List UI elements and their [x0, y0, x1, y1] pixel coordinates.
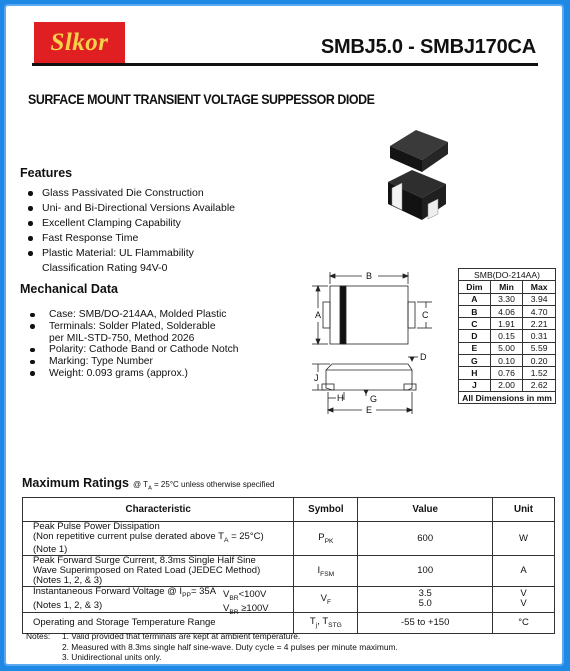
value-cell: 600 — [358, 522, 493, 556]
document-subtitle: SURFACE MOUNT TRANSIENT VOLTAGE SUPPESSOR DIODE — [28, 92, 375, 107]
value-cell: -55 to +150 — [358, 612, 493, 633]
dimensions-caption: SMB(DO-214AA) — [459, 269, 556, 281]
table-row — [23, 522, 555, 556]
table-row: E 5.00 5.59 — [459, 342, 556, 354]
min-header: Min — [490, 281, 523, 293]
side-view-body — [326, 364, 412, 390]
unit-cell: A — [493, 556, 555, 586]
dim-label-c: C — [422, 310, 429, 320]
bullet-icon — [30, 324, 35, 329]
bullet-icon — [28, 206, 33, 211]
side-left-lead — [322, 384, 334, 390]
symbol-cell: $V_F$ — [294, 586, 358, 612]
package-top-view — [390, 130, 448, 172]
table-row: G 0.10 0.20 — [459, 355, 556, 367]
cathode-band — [340, 286, 346, 344]
list-item: Polarity: Cathode Band or Cathode Notch — [30, 344, 238, 356]
dim-label-b: B — [366, 271, 373, 281]
dim-label-a: A — [315, 310, 322, 320]
list-item: Plastic Material: UL Flammability — [26, 246, 235, 261]
table-row: C 1.91 2.21 — [459, 318, 556, 330]
notes-section — [26, 631, 398, 663]
list-item: Glass Passivated Die Construction — [26, 186, 235, 201]
part-number-range: SMBJ5.0 - SMBJ170CA — [320, 36, 536, 58]
list-item: Weight: 0.093 grams (approx.) — [30, 368, 238, 380]
dim-label-e: E — [366, 405, 373, 415]
bullet-icon — [30, 360, 35, 365]
characteristic-cell: Instantaneous Forward Voltage @ $I_{PP}= 35A$ (Notes 1, 2, & 3) $V_{BR}<100V$ $V_{BR} \ge 100V$ — [23, 586, 294, 612]
note-line: 2. Measured with 8.3ms single half sine-wave. Duty cycle = 4 pulses per minute maximum. — [62, 641, 398, 652]
table-row: A 3.30 3.94 — [459, 293, 556, 305]
list-item: Marking: Type Number — [30, 356, 238, 368]
note-line: 3. Unidirectional units only. — [62, 652, 162, 662]
dimensions-footer: All Dimensions in mm — [459, 391, 556, 403]
list-item: Uni- and Bi-Directional Versions Available — [26, 201, 235, 216]
table-row: B 4.06 4.70 — [459, 305, 556, 317]
unit-header: Unit — [493, 498, 555, 522]
characteristic-cell: Peak Pulse Power Dissipation (Non repetitive current pulse derated above $T_A = 25^\circ C$) (Note 1) — [23, 522, 294, 556]
datasheet-page — [4, 4, 564, 666]
symbol-header: Symbol — [294, 498, 358, 522]
max-ratings-table — [22, 497, 555, 634]
list-item: Excellent Clamping Capability — [26, 216, 235, 231]
max-ratings-heading: Maximum Ratings @ $T_A = 25^\circ C$ unless otherwise specified — [22, 476, 275, 492]
left-terminal — [323, 302, 330, 328]
voltage-conditions: $V_{BR}<100V$ $V_{BR} \ge 100V$ — [223, 588, 269, 616]
dimensions-table — [458, 268, 556, 404]
table-row: J 2.00 2.62 — [459, 379, 556, 391]
list-item: Fast Response Time — [26, 231, 235, 246]
dim-label-j: J — [314, 373, 319, 383]
bullet-icon — [28, 251, 33, 256]
value-cell: 100 — [358, 556, 493, 586]
table-row — [23, 556, 555, 586]
list-item: Classification Rating 94V-0 — [42, 262, 168, 274]
note-line: Notes: 1. Valid provided that terminals are kept at ambient temperature. — [26, 631, 301, 641]
package-bottom-view — [388, 170, 446, 220]
features-list — [26, 186, 235, 276]
bullet-icon — [30, 348, 35, 353]
right-terminal — [408, 302, 415, 328]
outline-drawing — [304, 264, 446, 418]
list-item: per MIL-STD-750, Method 2026 — [49, 332, 195, 344]
dim-header: Dim — [459, 281, 491, 293]
table-row — [23, 586, 555, 612]
characteristic-header: Characteristic — [23, 498, 294, 522]
symbol-cell: $P_{PK}$ — [294, 522, 358, 556]
package-photo — [376, 124, 456, 229]
unit-cell: V V — [493, 586, 555, 612]
unit-cell: W — [493, 522, 555, 556]
characteristic-cell: Operating and Storage Temperature Range — [23, 612, 294, 633]
mechanical-list — [30, 309, 238, 380]
symbol-cell: $T_j$, $T_{STG}$ — [294, 612, 358, 633]
bullet-icon — [30, 371, 35, 376]
value-cell: 3.5 5.0 — [358, 586, 493, 612]
features-heading: Features — [20, 166, 73, 180]
characteristic-cell: Peak Forward Surge Current, 8.3ms Single Half Sine Wave Superimposed on Rated Load (JEDEC Method) (Notes 1, 2, & 3) — [23, 556, 294, 586]
bullet-icon — [28, 221, 33, 226]
dim-label-d: D — [420, 352, 427, 362]
table-row: D 0.15 0.31 — [459, 330, 556, 342]
list-item: Case: SMB/DO-214AA, Molded Plastic — [30, 309, 238, 321]
brand-logo: Slkor — [34, 22, 125, 63]
value-header: Value — [358, 498, 493, 522]
header-divider — [32, 63, 538, 66]
ratings-condition: @ $T_A = 25^\circ C$ unless otherwise specified — [132, 480, 275, 492]
bullet-icon — [30, 313, 35, 318]
max-header: Max — [523, 281, 556, 293]
mechanical-heading: Mechanical Data — [20, 282, 118, 296]
symbol-cell: $I_{FSM}$ — [294, 556, 358, 586]
bullet-icon — [28, 236, 33, 241]
bullet-icon — [28, 191, 33, 196]
dim-label-h: H — [337, 393, 344, 403]
list-item: Terminals: Solder Plated, Solderable — [30, 321, 238, 333]
dim-label-g: G — [370, 394, 378, 404]
table-row: H 0.76 1.52 — [459, 367, 556, 379]
unit-cell: °C — [493, 612, 555, 633]
